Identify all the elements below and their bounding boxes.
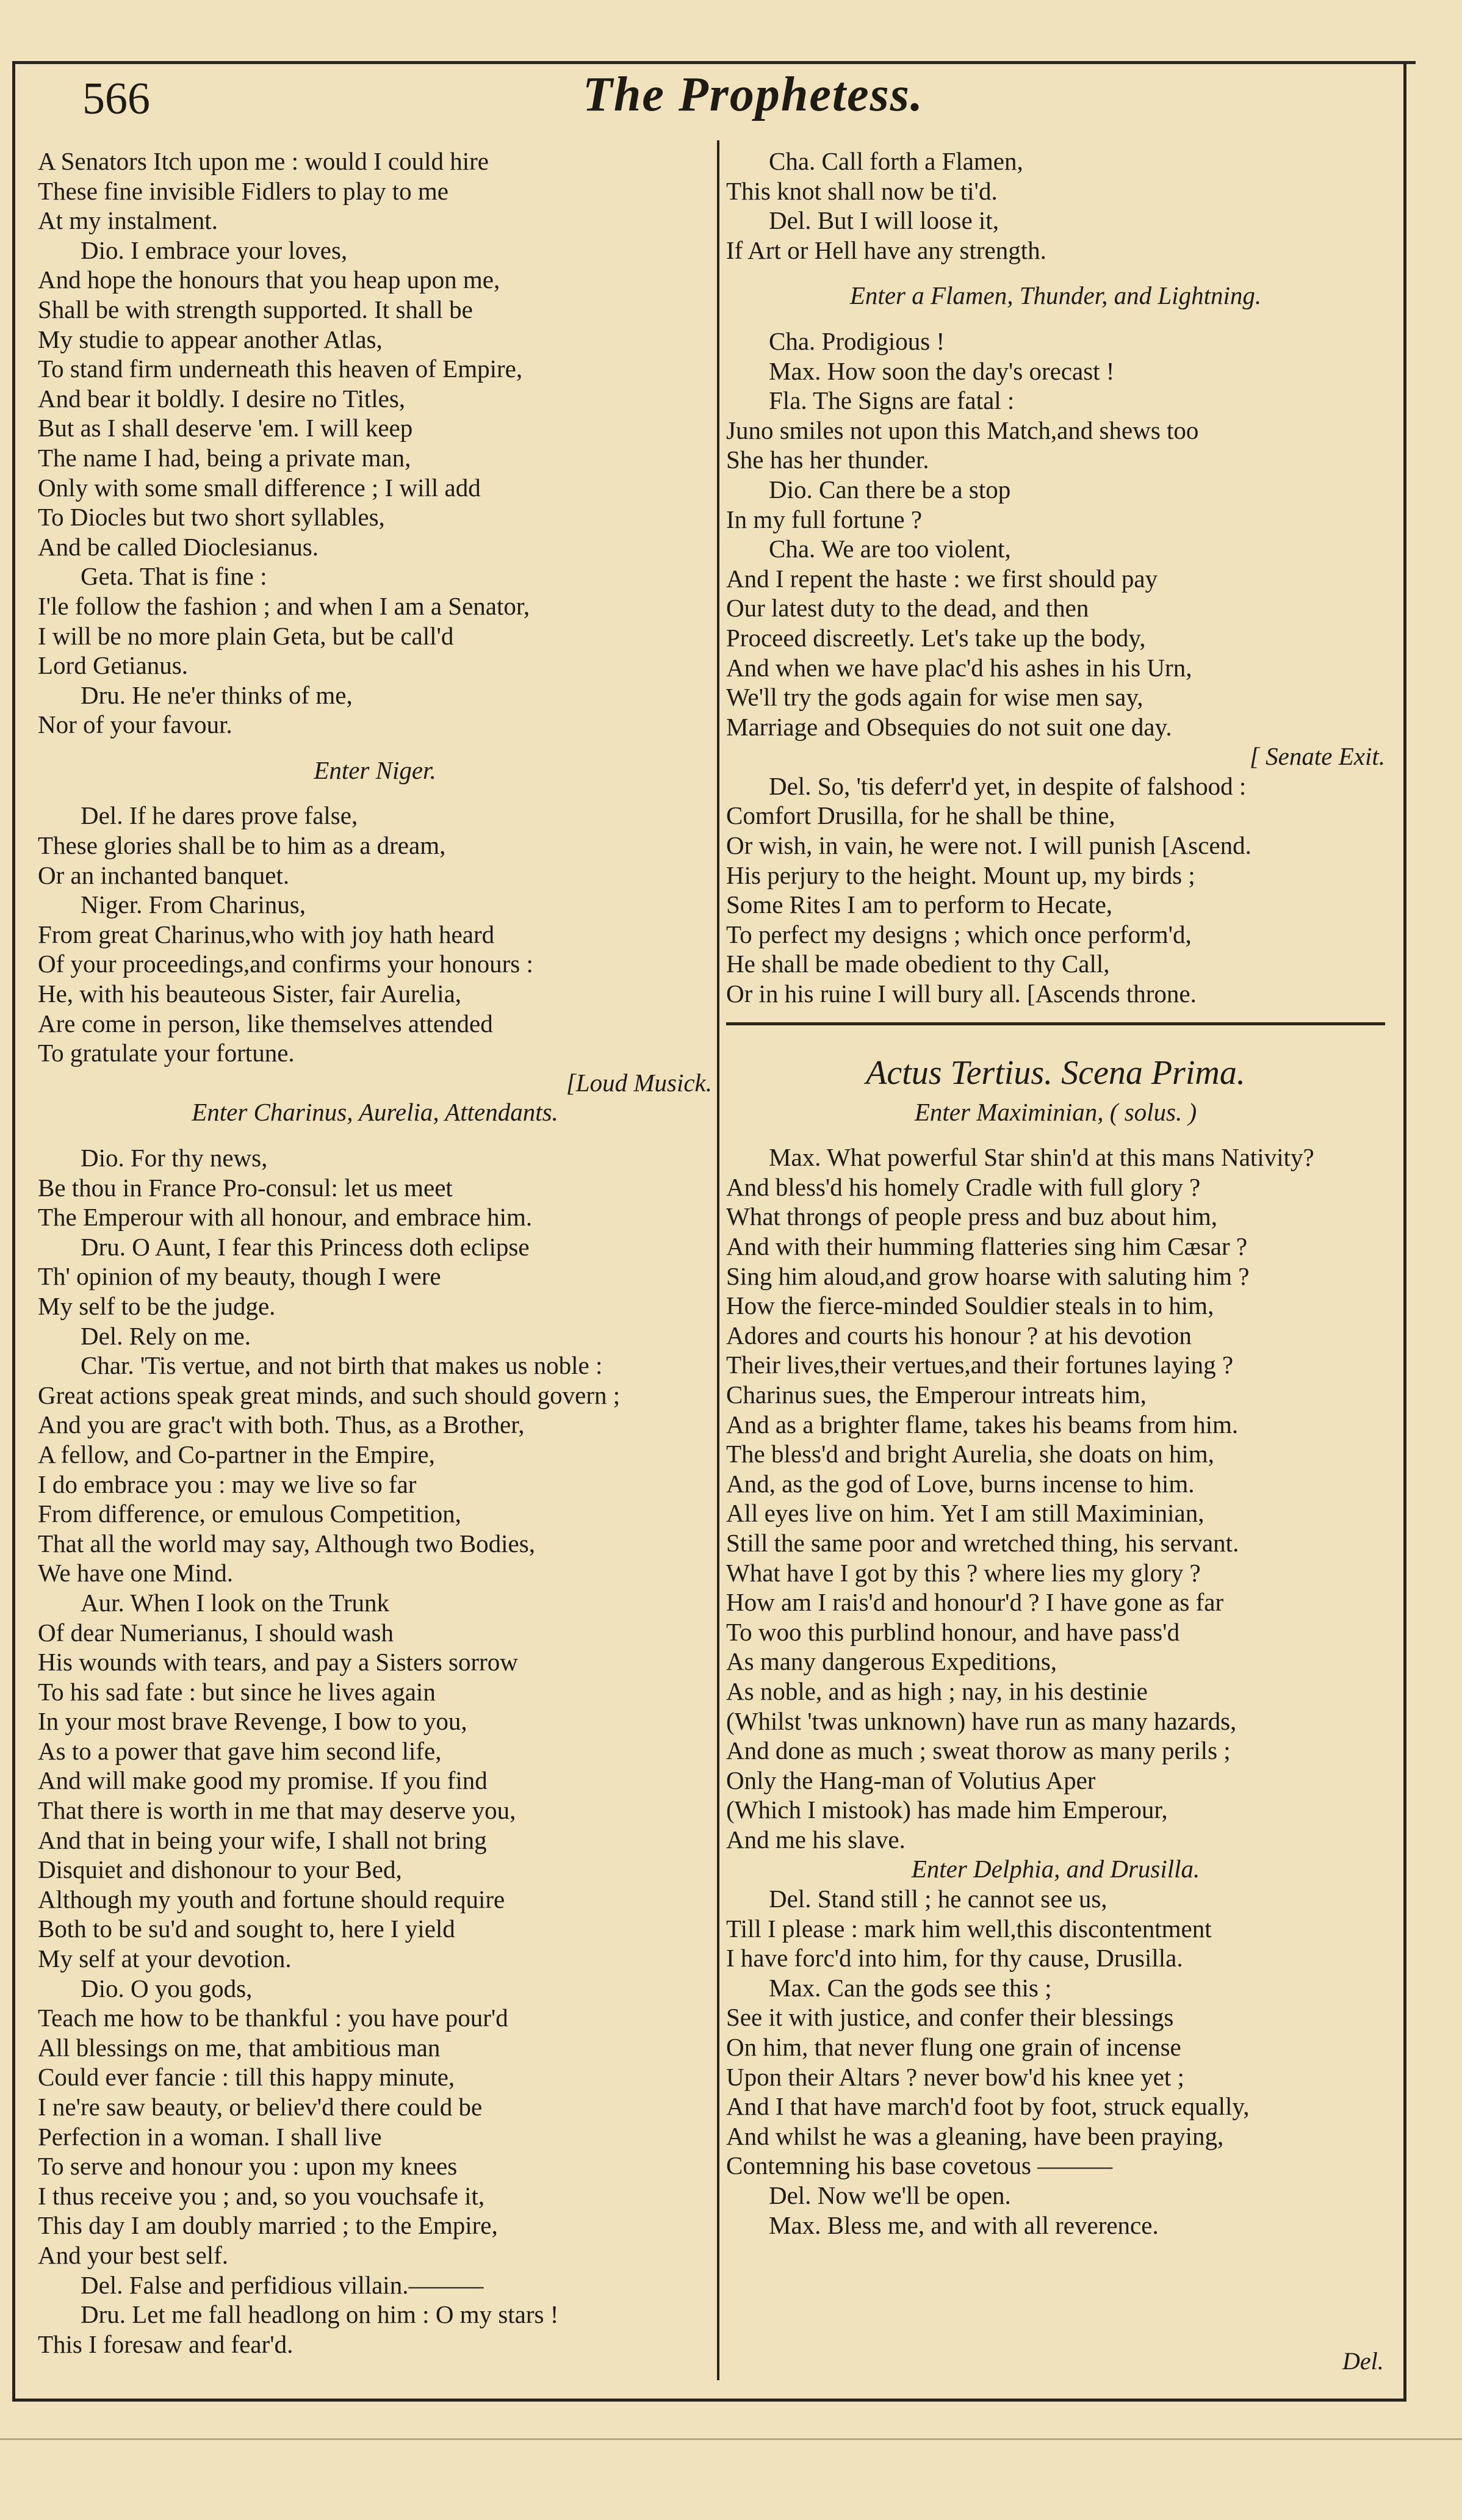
text-line: Proceed discreetly. Let's take up the body, bbox=[726, 623, 1146, 652]
text-line: See it with justice, and confer their blessings bbox=[726, 2003, 1174, 2032]
text-line: And that in being your wife, I shall not bring bbox=[38, 1825, 487, 1854]
text-line: Contemning his base covetous ——— bbox=[726, 2151, 1113, 2180]
text-line: And be called Dioclesianus. bbox=[38, 532, 319, 561]
text-line: To his sad fate : but since he lives again bbox=[38, 1677, 436, 1706]
text-line: The name I had, being a private man, bbox=[38, 443, 411, 472]
text-line: I'le follow the fashion ; and when I am a Senator, bbox=[38, 591, 530, 620]
text-line: (Which I mistook) has made him Emperour, bbox=[726, 1796, 1168, 1824]
text-line: And your best self. bbox=[38, 2240, 229, 2269]
text-line: Lord Getianus. bbox=[38, 651, 188, 680]
text-line: And I repent the haste : we first should pay bbox=[726, 564, 1158, 593]
text-line: As to a power that gave him second life, bbox=[38, 1736, 442, 1765]
text-line: Could ever fancie : till this happy minute, bbox=[38, 2063, 455, 2092]
text-line: Only the Hang-man of Volutius Aper bbox=[726, 1766, 1096, 1794]
speech-line: Dio. I embrace your loves, bbox=[81, 236, 348, 264]
act-divider-rule bbox=[726, 1022, 1385, 1025]
speech-line: Del. Stand still ; he cannot see us, bbox=[769, 1885, 1107, 1913]
text-line: I ne're saw beauty, or believ'd there could be bbox=[38, 2093, 483, 2121]
text-line: And with their humming flatteries sing him Cæsar ? bbox=[726, 1232, 1248, 1260]
stage-direction: Enter Niger. bbox=[314, 756, 436, 784]
text-line: That all the world may say, Although two Bodies, bbox=[38, 1529, 535, 1558]
text-line: In my full fortune ? bbox=[726, 505, 923, 533]
speech-line: Aur. When I look on the Trunk bbox=[81, 1588, 390, 1617]
text-line: And bear it boldly. I desire no Titles, bbox=[38, 384, 406, 413]
act-heading: Actus Tertius. Scena Prima. bbox=[866, 1053, 1245, 1092]
text-line: Teach me how to be thankful : you have pour'd bbox=[38, 2004, 508, 2032]
text-line: That there is worth in me that may deserve you, bbox=[38, 1796, 516, 1825]
text-line: What have I got by this ? where lies my glory ? bbox=[726, 1558, 1201, 1587]
text-line: As many dangerous Expeditions, bbox=[726, 1647, 1057, 1676]
stage-direction: Enter Maximinian, ( solus. ) bbox=[914, 1097, 1197, 1126]
text-line: Nor of your favour. bbox=[38, 710, 232, 739]
text-line: Our latest duty to the dead, and then bbox=[726, 594, 1089, 623]
text-line: Their lives,their vertues,and their fortunes laying ? bbox=[726, 1351, 1234, 1379]
text-line: All blessings on me, that ambitious man bbox=[38, 2033, 441, 2062]
text-line: Upon their Altars ? never bow'd his knee yet ; bbox=[726, 2062, 1184, 2091]
text-line: And bless'd his homely Cradle with full glory ? bbox=[726, 1172, 1201, 1201]
speech-line: Del. But I will loose it, bbox=[769, 206, 999, 235]
right-column bbox=[726, 146, 1385, 2240]
speech-line: Cha. Prodigious ! bbox=[769, 327, 945, 355]
text-line: And will make good my promise. If you find bbox=[38, 1766, 488, 1795]
text-line: My self to be the judge. bbox=[38, 1291, 276, 1320]
text-line: Perfection in a woman. I shall live bbox=[38, 2122, 382, 2151]
speech-line: Del. If he dares prove false, bbox=[81, 801, 358, 830]
text-line: My studie to appear another Atlas, bbox=[38, 325, 383, 353]
text-line: This knot shall now be ti'd. bbox=[726, 176, 998, 205]
speech-line: Dru. O Aunt, I fear this Princess doth eclipse bbox=[81, 1232, 530, 1261]
text-line: Of your proceedings,and confirms your honours : bbox=[38, 950, 533, 978]
text-line: Juno smiles not upon this Match,and shews too bbox=[726, 416, 1199, 444]
text-line: He, with his beauteous Sister, fair Aurelia, bbox=[38, 980, 462, 1008]
text-line: And hope the honours that you heap upon me, bbox=[38, 265, 500, 294]
text-line: From great Charinus,who with joy hath heard bbox=[38, 920, 495, 948]
text-line: To Diocles but two short syllables, bbox=[38, 503, 385, 532]
text-line: We have one Mind. bbox=[38, 1559, 234, 1587]
speech-line: Cha. Call forth a Flamen, bbox=[769, 147, 1023, 175]
text-line: Be thou in France Pro-consul: let us meet bbox=[38, 1173, 453, 1202]
speech-line: Max. Can the gods see this ; bbox=[769, 1973, 1052, 2002]
text-line: Only with some small difference ; I will add bbox=[38, 473, 481, 502]
text-line: And whilst he was a gleaning, have been praying, bbox=[726, 2121, 1224, 2150]
speech-line: Dru. Let me fall headlong on him : O my stars ! bbox=[81, 2300, 559, 2329]
text-line: Adores and courts his honour ? at his devotion bbox=[726, 1321, 1192, 1349]
text-line: To serve and honour you : upon my knees bbox=[38, 2152, 458, 2181]
text-line: But as I shall deserve 'em. I will keep bbox=[38, 414, 413, 442]
text-line: To stand firm underneath this heaven of Empire, bbox=[38, 355, 523, 383]
text-line: A fellow, and Co-partner in the Empire, bbox=[38, 1440, 435, 1468]
speech-line: Geta. That is fine : bbox=[81, 562, 267, 591]
stage-direction: Enter a Flamen, Thunder, and Lightning. bbox=[849, 281, 1262, 310]
text-line: He shall be made obedient to thy Call, bbox=[726, 950, 1110, 978]
text-line: My self at your devotion. bbox=[38, 1944, 292, 1973]
text-line: This day I am doubly married ; to the Empire, bbox=[38, 2211, 498, 2240]
speech-line: Del. Now we'll be open. bbox=[769, 2181, 1011, 2209]
text-line: How am I rais'd and honour'd ? I have gone as far bbox=[726, 1588, 1224, 1617]
text-line: This I foresaw and fear'd. bbox=[38, 2330, 293, 2358]
text-line: To gratulate your fortune. bbox=[38, 1039, 295, 1067]
text-line: On him, that never flung one grain of incense bbox=[726, 2033, 1181, 2062]
speech-line: Niger. From Charinus, bbox=[81, 890, 306, 919]
speech-line: Max. How soon the day's orecast ! bbox=[769, 356, 1115, 385]
text-line: The bless'd and bright Aurelia, she doats on him, bbox=[726, 1440, 1214, 1468]
speech-line: Char. 'Tis vertue, and not birth that makes us noble : bbox=[81, 1351, 603, 1380]
text-line: All eyes live on him. Yet I am still Maximinian, bbox=[726, 1499, 1205, 1528]
text-line: As noble, and as high ; nay, in his destinie bbox=[726, 1677, 1148, 1705]
text-line: At my instalment. bbox=[38, 206, 218, 235]
text-line: In your most brave Revenge, I bow to you, bbox=[38, 1707, 467, 1736]
text-line: To perfect my designs ; which once perform'd, bbox=[726, 920, 1192, 948]
speech-line: Dio. For thy news, bbox=[81, 1144, 268, 1172]
text-line: The Emperour with all honour, and embrace him. bbox=[38, 1203, 533, 1232]
text-line: His wounds with tears, and pay a Sisters sorrow bbox=[38, 1648, 518, 1677]
text-line: These fine invisible Fidlers to play to me bbox=[38, 176, 448, 205]
text-line: To woo this purblind honour, and have pass'd bbox=[726, 1617, 1180, 1646]
text-line: Still the same poor and wretched thing, his servant. bbox=[726, 1528, 1239, 1557]
left-column bbox=[38, 146, 712, 2359]
text-line: Disquiet and dishonour to your Bed, bbox=[38, 1855, 402, 1884]
stage-direction: [ Senate Exit. bbox=[1249, 742, 1385, 771]
speech-line: Del. Rely on me. bbox=[81, 1321, 251, 1350]
text-line: His perjury to the height. Mount up, my birds ; bbox=[726, 861, 1195, 889]
text-line: A Senators Itch upon me : would I could hire bbox=[38, 147, 489, 175]
text-line: Charinus sues, the Emperour intreats him, bbox=[726, 1380, 1147, 1409]
text-line: And I that have march'd foot by foot, struck equally, bbox=[726, 2092, 1250, 2121]
text-line: Are come in person, like themselves attended bbox=[38, 1009, 493, 1038]
speech-line: Del. False and perfidious villain.——— bbox=[81, 2270, 484, 2299]
speech-line: Max. What powerful Star shin'd at this mans Nativity? bbox=[769, 1143, 1314, 1172]
text-line: Or wish, in vain, he were not. I will punish [Ascend. bbox=[726, 831, 1251, 860]
speech-line: Dio. Can there be a stop bbox=[769, 475, 1011, 504]
text-line: How the fierce-minded Souldier steals in to him, bbox=[726, 1291, 1214, 1320]
text-line: Or in his ruine I will bury all. [Ascends throne. bbox=[726, 980, 1197, 1008]
stage-direction: [Loud Musick. bbox=[566, 1068, 712, 1097]
text-line: I will be no more plain Geta, but be call'd bbox=[38, 621, 454, 650]
page-bottom-edge bbox=[0, 2438, 1462, 2440]
text-line: Sing him aloud,and grow hoarse with saluting him ? bbox=[726, 1262, 1250, 1290]
text-line: Marriage and Obsequies do not suit one day. bbox=[726, 712, 1172, 741]
text-line: And, as the god of Love, burns incense to him. bbox=[726, 1469, 1195, 1498]
text-line: These glories shall be to him as a dream, bbox=[38, 831, 446, 860]
text-line: Both to be su'd and sought to, here I yield bbox=[38, 1915, 455, 1943]
text-line: Although my youth and fortune should require bbox=[38, 1885, 505, 1913]
text-line: And as a brighter flame, takes his beams from him. bbox=[726, 1410, 1239, 1439]
speech-line: Dio. O you gods, bbox=[81, 1974, 253, 2002]
running-title: The Prophetess. bbox=[583, 68, 924, 121]
speech-line: Del. So, 'tis deferr'd yet, in despite of falshood : bbox=[769, 771, 1247, 800]
text-line: Th' opinion of my beauty, though I were bbox=[38, 1262, 441, 1291]
text-line: She has her thunder. bbox=[726, 446, 929, 474]
text-line: Great actions speak great minds, and such should govern ; bbox=[38, 1381, 621, 1409]
text-line: I thus receive you ; and, so you vouchsafe it, bbox=[38, 2181, 485, 2210]
text-line: If Art or Hell have any strength. bbox=[726, 236, 1046, 264]
text-line: We'll try the gods again for wise men say, bbox=[726, 683, 1143, 712]
column-divider bbox=[717, 140, 719, 2380]
stage-direction: Enter Delphia, and Drusilla. bbox=[911, 1855, 1200, 1883]
speech-line: Cha. We are too violent, bbox=[769, 535, 1011, 563]
text-line: Or an inchanted banquet. bbox=[38, 861, 290, 889]
text-line: And you are grac't with both. Thus, as a Brother, bbox=[38, 1410, 525, 1439]
text-line: (Whilst 'twas unknown) have run as many hazards, bbox=[726, 1706, 1237, 1735]
text-line: And done as much ; sweat thorow as many perils ; bbox=[726, 1736, 1231, 1765]
text-line: I do embrace you : may we live so far bbox=[38, 1470, 417, 1498]
text-line: Shall be with strength supported. It shall be bbox=[38, 295, 473, 323]
text-line: Of dear Numerianus, I should wash bbox=[38, 1618, 394, 1647]
speech-line: Dru. He ne'er thinks of me, bbox=[81, 681, 353, 709]
speech-line: Max. Bless me, and with all reverence. bbox=[769, 2211, 1159, 2239]
page-number: 566 bbox=[82, 74, 150, 124]
text-line: And when we have plac'd his ashes in his Urn, bbox=[726, 653, 1192, 682]
text-line: Some Rites I am to perform to Hecate, bbox=[726, 890, 1113, 919]
text-line: Till I please : mark him well,this discontentment bbox=[726, 1914, 1212, 1943]
text-line: What throngs of people press and buz about him, bbox=[726, 1202, 1218, 1231]
text-line: And me his slave. bbox=[726, 1825, 906, 1854]
text-line: I have forc'd into him, for thy cause, Drusilla. bbox=[726, 1944, 1183, 1973]
catchword: Del. bbox=[1342, 2347, 1384, 2375]
stage-direction: Enter Charinus, Aurelia, Attendants. bbox=[192, 1098, 558, 1127]
text-line: Comfort Drusilla, for he shall be thine, bbox=[726, 801, 1115, 830]
text-line: From difference, or emulous Competition, bbox=[38, 1500, 461, 1528]
speech-line: Fla. The Signs are fatal : bbox=[769, 386, 1015, 415]
